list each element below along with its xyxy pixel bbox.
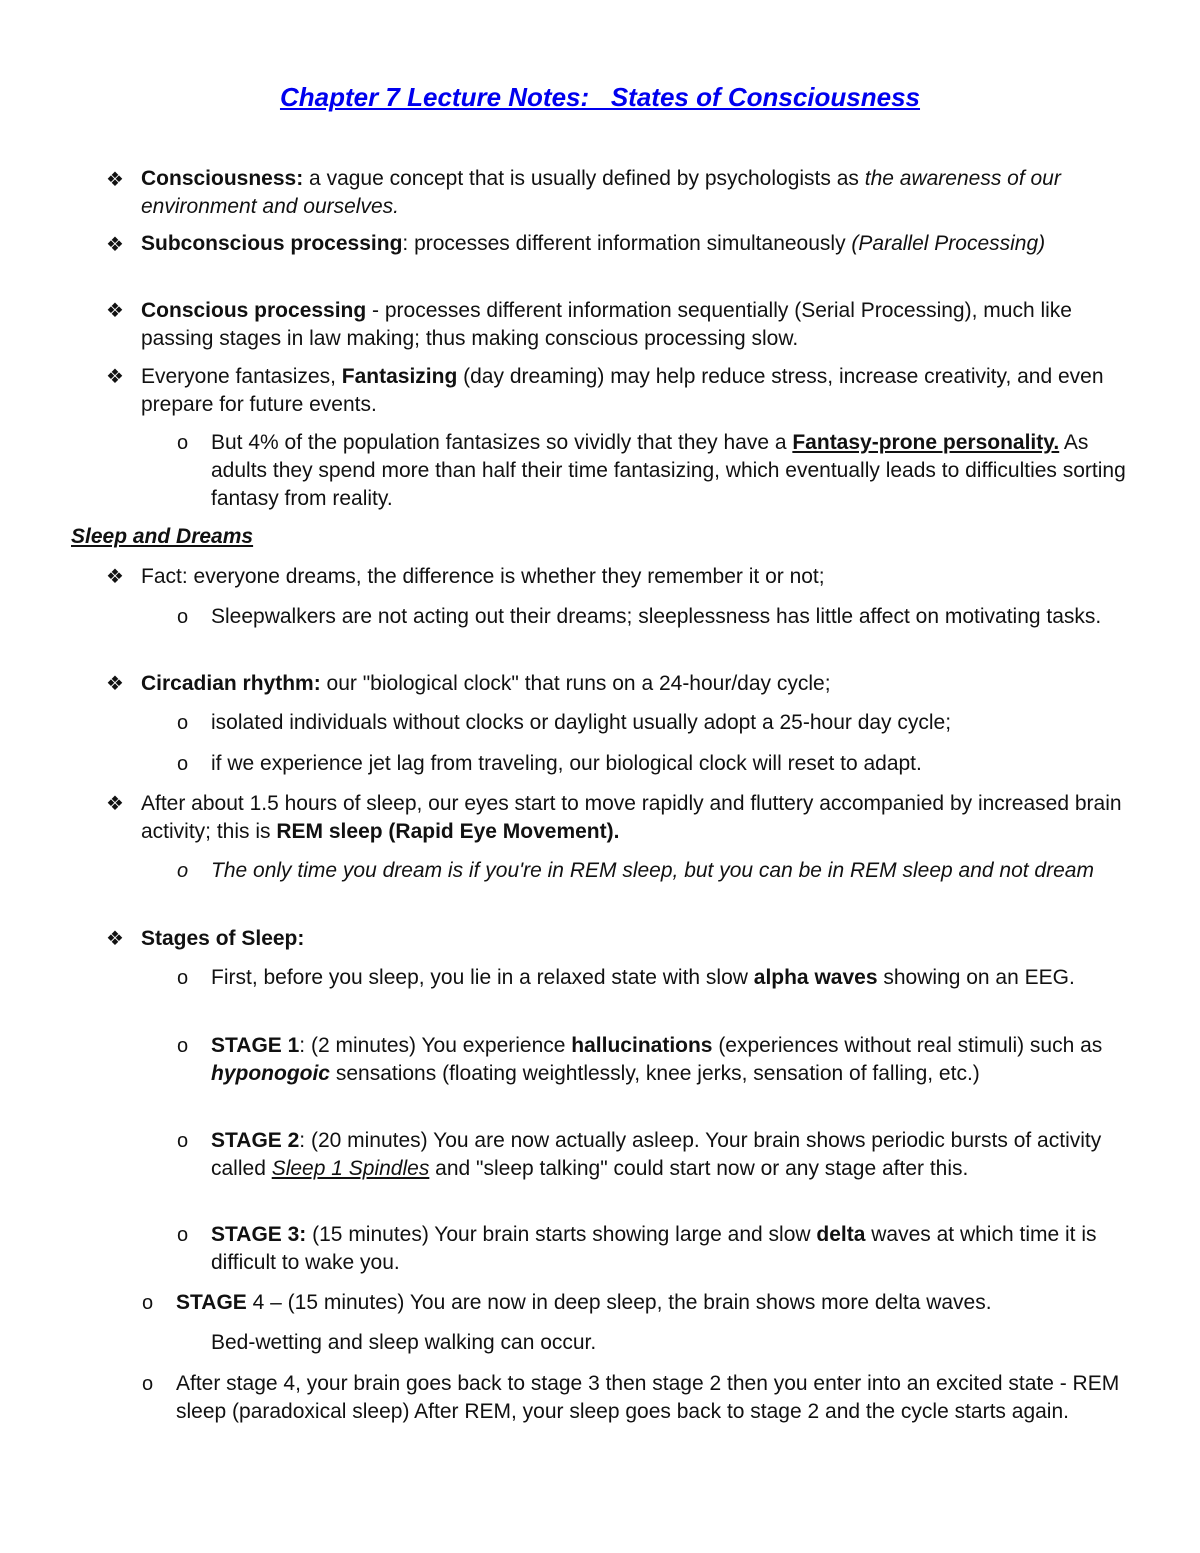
note-fantasizing (141, 363, 1131, 419)
text: Everyone fantasizes, (141, 365, 342, 388)
term-circadian: Circadian rhythm: (141, 672, 321, 695)
note-jetlag: if we experience jet lag from traveling, our biological clock will reset to adapt. (211, 752, 922, 775)
term-alpha: alpha waves (753, 966, 878, 989)
note-first (211, 964, 1131, 992)
text: As adults they spend more than half their time fantasizing, which eventually leads to difficulties sorting fantasy from reality. (211, 431, 1126, 510)
text: : processes different information simultaneously (402, 232, 852, 255)
text: waves at which time it is difficult to wake you. (211, 1223, 1097, 1274)
circle-bullet-icon: o (142, 1292, 154, 1314)
diamond-bullet-icon: ❖ (106, 169, 124, 191)
text: (experiences without real stimuli) such as (712, 1034, 1103, 1057)
circle-bullet-icon: o (177, 1130, 189, 1152)
note-consciousness (141, 165, 1131, 221)
diamond-bullet-icon: ❖ (106, 300, 124, 322)
term-conscious: Conscious processing (141, 299, 367, 322)
note-rem-dream: The only time you dream is if you're in REM sleep, but you can be in REM sleep and not dream (211, 859, 1094, 882)
note-stage4-extra: Bed-wetting and sleep walking can occur. (211, 1331, 597, 1354)
text: But 4% of the population fantasizes so vividly that they have a (211, 431, 793, 454)
text: - processes different information sequentially (Serial Processing), much like passing stages in law making; thus making conscious processing slow. (141, 299, 1072, 350)
stage4-label: STAGE (176, 1291, 247, 1314)
circle-bullet-icon: o (177, 606, 189, 628)
circle-bullet-icon: o (177, 432, 189, 454)
term-consciousness: Consciousness: (141, 167, 304, 190)
stage1-label: STAGE 1 (211, 1034, 300, 1057)
term-fantasizing: Fantasizing (341, 365, 458, 388)
text: : (20 minutes) You are now actually asleep. Your brain shows periodic bursts of activity called (211, 1129, 1102, 1180)
text: and "sleep talking" could start now or any stage after this. (429, 1157, 969, 1180)
note-stage3 (211, 1221, 1131, 1277)
note-fantasy-prone (211, 429, 1131, 513)
text: (15 minutes) Your brain starts showing large and slow (306, 1223, 817, 1246)
term-fantasy-prone: Fantasy-prone personality. (792, 431, 1060, 454)
note-circadian (141, 670, 1131, 698)
diamond-bullet-icon: ❖ (106, 366, 124, 388)
circle-bullet-icon: o (177, 860, 189, 882)
section-heading: Sleep and Dreams (71, 525, 254, 548)
circle-bullet-icon: o (177, 967, 189, 989)
text: our "biological clock" that runs on a 24-hour/day cycle; (320, 672, 831, 695)
note-stage2 (211, 1127, 1131, 1183)
text: showing on an EEG. (877, 966, 1075, 989)
diamond-bullet-icon: ❖ (106, 928, 124, 950)
emphasis: (Parallel Processing) (851, 232, 1046, 255)
term-subconscious: Subconscious processing (141, 232, 403, 255)
note-isolated: isolated individuals without clocks or daylight usually adopt a 25-hour day cycle; (211, 711, 952, 734)
note-sleepwalkers: Sleepwalkers are not acting out their dreams; sleeplessness has little affect on motivating tasks. (211, 605, 1102, 628)
emphasis: the awareness of our environment and ourselves. (141, 167, 1061, 218)
note-fact: Fact: everyone dreams, the difference is whether they remember it or not; (141, 565, 825, 588)
term-hyponogoic: hyponogoic (211, 1062, 330, 1085)
circle-bullet-icon: o (142, 1373, 154, 1395)
term-hallucinations: hallucinations (571, 1034, 713, 1057)
text: (day dreaming) may help reduce stress, increase creativity, and even prepare for future events. (141, 365, 1104, 416)
circle-bullet-icon: o (177, 1035, 189, 1057)
diamond-bullet-icon: ❖ (106, 793, 124, 815)
text: 4 – (15 minutes) You are now in deep sleep, the brain shows more delta waves. (246, 1291, 992, 1314)
text: : (2 minutes) You experience (299, 1034, 572, 1057)
stage3-label: STAGE 3: (211, 1223, 307, 1246)
note-after-stage4: After stage 4, your brain goes back to stage 3 then stage 2 then you enter into an excited state - REM sleep (paradoxical sleep) After REM, your sleep goes back to stage 2 and the cycle starts again. (176, 1372, 1120, 1423)
text: First, before you sleep, you lie in a relaxed state with slow (211, 966, 754, 989)
note-subconscious (141, 230, 1131, 258)
text: sensations (floating weightlessly, knee jerks, sensation of falling, etc.) (330, 1062, 980, 1085)
note-stage1 (211, 1032, 1131, 1088)
text: After about 1.5 hours of sleep, our eyes start to move rapidly and fluttery accompanied by increased brain activity; this is (141, 792, 1122, 843)
diamond-bullet-icon: ❖ (106, 234, 124, 256)
term-spindles: Sleep 1 Spindles (271, 1157, 430, 1180)
circle-bullet-icon: o (177, 712, 189, 734)
term-delta: delta (816, 1223, 866, 1246)
diamond-bullet-icon: ❖ (106, 673, 124, 695)
page-title: Chapter 7 Lecture Notes: States of Consciousness (279, 82, 921, 112)
stages-heading: Stages of Sleep: (141, 927, 305, 950)
text: a vague concept that is usually defined by psychologists as (303, 167, 865, 190)
note-conscious (141, 297, 1131, 353)
circle-bullet-icon: o (177, 1224, 189, 1246)
diamond-bullet-icon: ❖ (106, 566, 124, 588)
term-rem: REM sleep (Rapid Eye Movement). (276, 820, 620, 843)
circle-bullet-icon: o (177, 753, 189, 775)
note-rem (141, 790, 1131, 846)
stage2-label: STAGE 2 (211, 1129, 300, 1152)
note-stage4 (176, 1289, 1136, 1317)
